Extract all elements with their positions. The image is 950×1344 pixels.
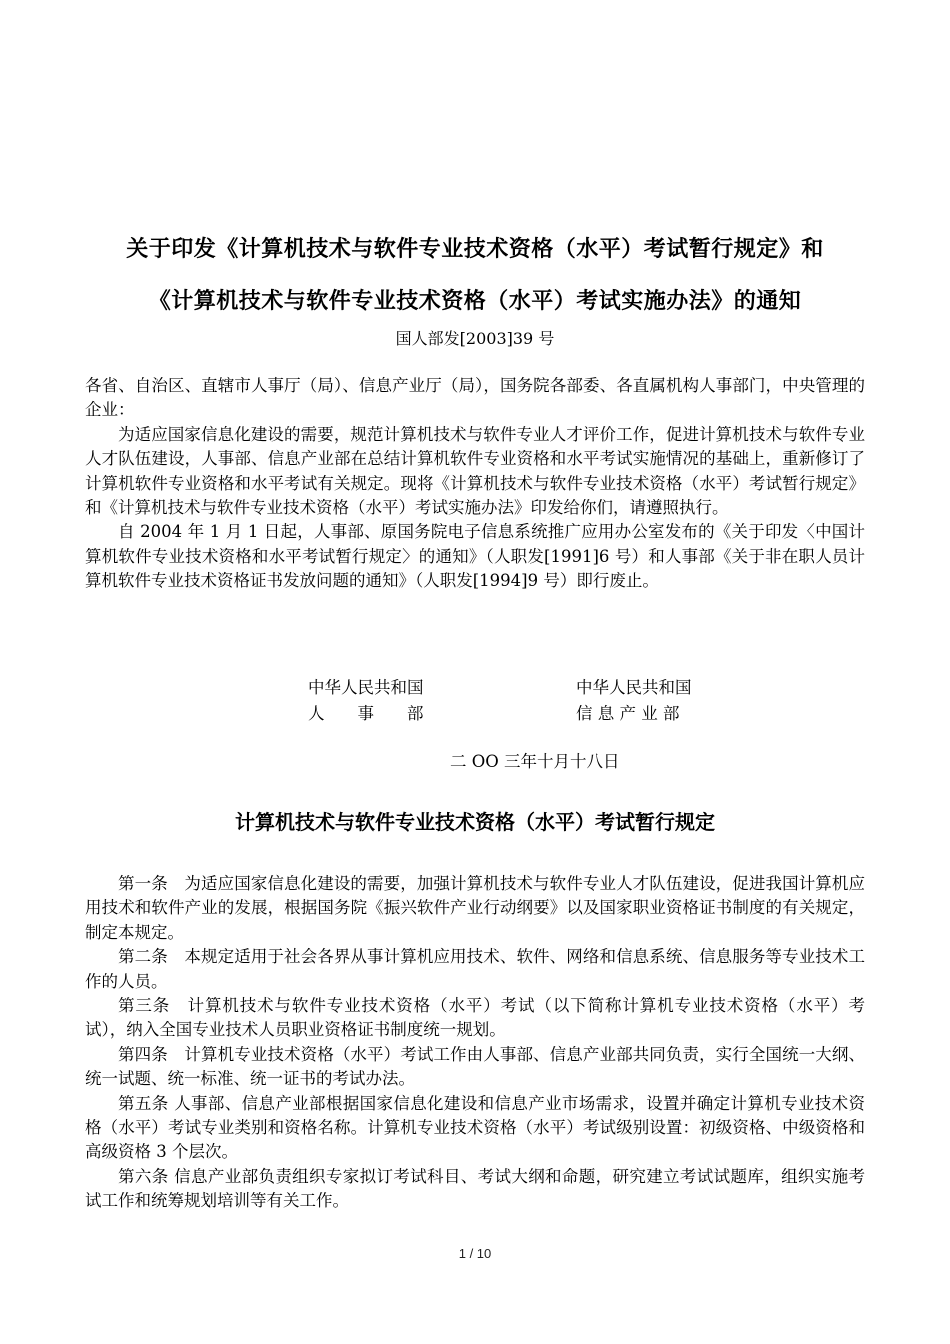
notice-paragraph-1: 为适应国家信息化建设的需要，规范计算机技术与软件专业人才评价工作，促进计算机技术与软件专业人才队伍建设，人事部、信息产业部在总结计算机软件专业资格和水平考试实施情况的基础上，重新修订了计算机软件专业资格和水平考试有关规定。现将《计算机技术与软件专业技术资格（水平）考试暂行规定》和《计算机技术与软件专业技术资格（水平）考试实施办法》印发给你们，请遵照执行。 bbox=[85, 424, 865, 518]
notice-title-line-1: 关于印发《计算机技术与软件专业技术资格（水平）考试暂行规定》和 bbox=[126, 237, 824, 262]
article-4: 第四条 计算机专业技术资格（水平）考试工作由人事部、信息产业部共同负责，实行全国统一大纲、统一试题、统一标准、统一证书的考试办法。 bbox=[85, 1044, 865, 1089]
article-6: 第六条 信息产业部负责组织专家拟订考试科目、考试大纲和命题，研究建立考试试题库，组织实施考试工作和统筹规划培训等有关工作。 bbox=[85, 1166, 865, 1211]
page-indicator: 1 / 10 bbox=[458, 1246, 492, 1261]
notice-title-line-2: 《计算机技术与软件专业技术资格（水平）考试实施办法》的通知 bbox=[148, 289, 802, 314]
signature-left-line-2: 人 事 部 bbox=[308, 704, 424, 723]
article-2: 第二条 本规定适用于社会各界从事计算机应用技术、软件、网络和信息系统、信息服务等专业技术工作的人员。 bbox=[85, 947, 865, 991]
signature-left-line-1: 中华人民共和国 bbox=[308, 678, 424, 697]
article-5: 第五条 人事部、信息产业部根据国家信息化建设和信息产业市场需求，设置并确定计算机专业技术资格（水平）考试专业类别和资格名称。计算机专业技术资格（水平）考试级别设置：初级资格、中级资格和高级资格 3 个层次。 bbox=[85, 1093, 865, 1162]
notice-paragraph-2: 自 2004 年 1 月 1 日起，人事部、原国务院电子信息系统推广应用办公室发布的《关于印发〈中国计算机软件专业技术资格和水平考试暂行规定〉的通知》（人职发[1991]6 号）和人事部《关于非在职人员计算机软件专业技术资格证书发放问题的通知》（人职发[1994]9 号）即行废止。 bbox=[85, 522, 865, 591]
notice-body bbox=[85, 374, 865, 594]
notice-date: 二 OO 三年十月十八日 bbox=[450, 752, 620, 771]
regulation-title: 计算机技术与软件专业技术资格（水平）考试暂行规定 bbox=[235, 810, 715, 834]
recipients-line: 各省、自治区、直辖市人事厅（局）、信息产业厅（局），国务院各部委、各直属机构人事部门，中央管理的企业： bbox=[85, 376, 865, 420]
article-1: 第一条 为适应国家信息化建设的需要，加强计算机技术与软件专业人才队伍建设，促进我国计算机应用技术和软件产业的发展，根据国务院《振兴软件产业行动纲要》以及国家职业资格证书制度的有关规定，制定本规定。 bbox=[85, 874, 865, 942]
article-3: 第三条 计算机技术与软件专业技术资格（水平）考试（以下简称计算机专业技术资格（水平）考试），纳入全国专业技术人员职业资格证书制度统一规划。 bbox=[85, 996, 865, 1040]
document-number: 国人部发[2003]39 号 bbox=[395, 329, 555, 348]
signature-right-line-2: 信 息 产 业 部 bbox=[576, 704, 680, 723]
regulation-body bbox=[85, 872, 865, 1214]
signature-right-line-1: 中华人民共和国 bbox=[576, 678, 692, 697]
